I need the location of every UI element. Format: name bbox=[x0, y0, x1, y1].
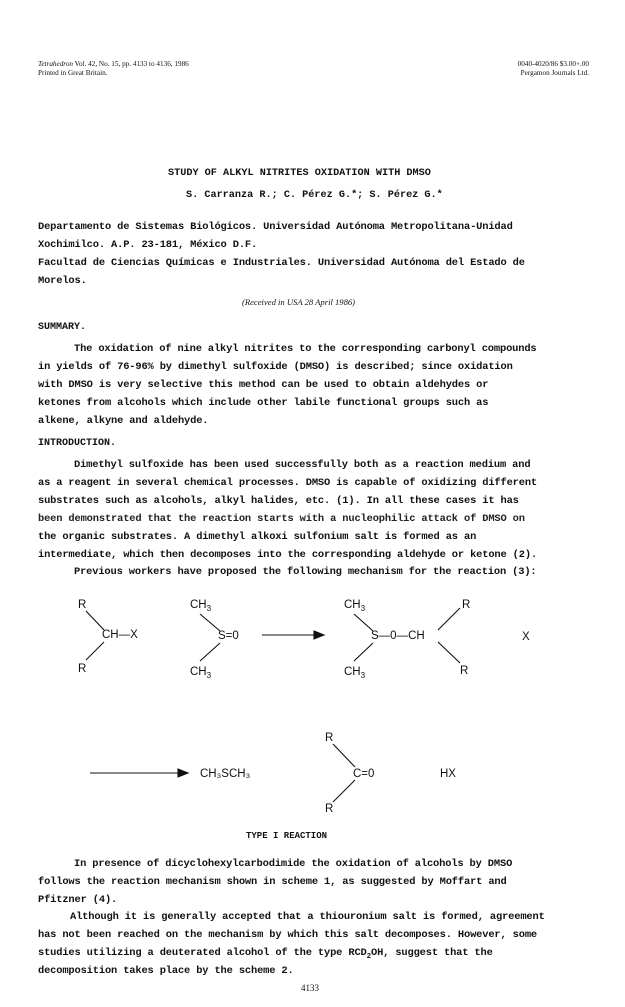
r-label: R bbox=[78, 663, 87, 675]
ch3-label: $CH_3$ bbox=[190, 666, 212, 680]
intro-line: Previous workers have proposed the following mechanism for the reaction (3): bbox=[74, 566, 537, 578]
s-o-label: S=0 bbox=[218, 630, 239, 642]
authors: S. Carranza R.; C. Pérez G.*; S. Pérez G.* bbox=[186, 190, 443, 201]
summary-heading: SUMMARY. bbox=[38, 322, 87, 333]
printed-in: Printed in Great Britain. bbox=[38, 69, 108, 77]
bond-line bbox=[438, 642, 460, 663]
r-label: R bbox=[462, 599, 471, 611]
summary-line: in yields of 76-96% by dimethyl sulfoxide (DMSO) is described; since oxidation bbox=[38, 361, 513, 373]
r-label: R bbox=[78, 599, 87, 611]
affiliation-line: Departamento de Sistemas Biológicos. Universidad Autónoma Metropolitana-Unidad bbox=[38, 221, 513, 233]
received-date: (Received in USA 28 April 1986) bbox=[242, 297, 356, 307]
bond-line bbox=[354, 614, 373, 631]
bond-line bbox=[333, 744, 355, 767]
price-code: 0040-4020/86 $3.00+.00 bbox=[517, 60, 589, 68]
citation-text: Vol. 42, No. 15, pp. 4133 to 4136, 1986 bbox=[73, 60, 189, 68]
intro-line: the organic substrates. A dimethyl alkoxi sulfonium salt is formed as an bbox=[38, 531, 477, 543]
reaction-arrow bbox=[90, 769, 188, 777]
summary-line: with DMSO is very selective this method can be used to obtain aldehydes or bbox=[38, 379, 489, 391]
body-line: Although it is generally accepted that a thiouronium salt is formed, agreement bbox=[70, 911, 545, 923]
publisher: Pergamon Journals Ltd. bbox=[520, 69, 589, 77]
x-anion-label: X bbox=[522, 631, 530, 643]
ch3-label: $CH_3$ bbox=[344, 599, 366, 613]
affiliation-line: Facultad de Ciencias Químicas e Industriales. Universidad Autónoma del Estado de bbox=[38, 257, 525, 269]
summary-line: ketones from alcohols which include other labile functional groups such as bbox=[38, 397, 489, 409]
c-o-label: C=0 bbox=[353, 768, 375, 780]
intro-line: as a reagent in several chemical processes. DMSO is capable of oxidizing different bbox=[38, 477, 538, 489]
affiliation-line: Morelos. bbox=[38, 275, 87, 287]
journal-name: Tetrahedron bbox=[38, 60, 74, 68]
subscript-2: 2 bbox=[366, 953, 371, 961]
body-line: Pfitzner (4). bbox=[38, 894, 118, 906]
substrate-structure bbox=[78, 599, 138, 675]
carbonyl-structure bbox=[325, 732, 374, 815]
bond-line bbox=[354, 643, 373, 661]
r-label: R bbox=[325, 803, 334, 815]
bond-line bbox=[438, 608, 460, 630]
scheme-caption: TYPE I REACTION bbox=[246, 831, 328, 841]
page-number: 4133 bbox=[301, 983, 319, 993]
intro-line: substrates such as alcohols, alkyl halides, etc. (1). In all these cases it has bbox=[38, 495, 519, 507]
hx-label: HX bbox=[440, 768, 456, 780]
r-label: R bbox=[325, 732, 334, 744]
r-label: R bbox=[460, 665, 469, 677]
bond-line bbox=[200, 643, 220, 661]
s-o-ch-label: S—0—CH bbox=[371, 630, 425, 642]
journal-citation bbox=[38, 60, 189, 69]
body-line: In presence of dicyclohexylcarbodimide the oxidation of alcohols by DMSO bbox=[74, 858, 513, 870]
body-line: has not been reached on the mechanism by which this salt decomposes. However, some bbox=[38, 929, 538, 941]
dmso-structure bbox=[190, 599, 239, 680]
summary-line: alkene, alkyne and aldehyde. bbox=[38, 415, 209, 427]
reaction-scheme bbox=[0, 590, 625, 835]
paper-title: STUDY OF ALKYL NITRITES OXIDATION WITH DMSO bbox=[168, 168, 431, 179]
ch3-label: $CH_3$ bbox=[344, 666, 366, 680]
bond-line bbox=[333, 780, 355, 802]
dimethyl-sulfide-label: CH₃SCH₃ bbox=[200, 768, 251, 780]
bond-line bbox=[200, 614, 220, 631]
ch3-label: $CH_3$ bbox=[190, 599, 212, 613]
summary-line: The oxidation of nine alkyl nitrites to the corresponding carbonyl compounds bbox=[74, 343, 537, 355]
body-line: follows the reaction mechanism shown in scheme 1, as suggested by Moffart and bbox=[38, 876, 507, 888]
bond-line bbox=[86, 611, 104, 630]
introduction-heading: INTRODUCTION. bbox=[38, 438, 117, 449]
affiliation-line: Xochimilco. A.P. 23-181, México D.F. bbox=[38, 239, 258, 251]
ch-x-label: CH—X bbox=[102, 629, 138, 641]
sulfonium-structure bbox=[344, 599, 470, 680]
intro-line: intermediate, which then decomposes into the corresponding aldehyde or ketone (2). bbox=[38, 549, 538, 561]
bond-line bbox=[86, 642, 104, 660]
reaction-arrow bbox=[262, 631, 324, 639]
body-line: studies utilizing a deuterated alcohol of the type $RCD_2OH$, suggest that the bbox=[38, 947, 493, 961]
intro-line: Dimethyl sulfoxide has been used successfully both as a reaction medium and bbox=[74, 459, 531, 471]
intro-line: been demonstrated that the reaction starts with a nucleophilic attack of DMSO on bbox=[38, 513, 525, 525]
body-line: decomposition takes place by the scheme 2. bbox=[38, 965, 294, 977]
